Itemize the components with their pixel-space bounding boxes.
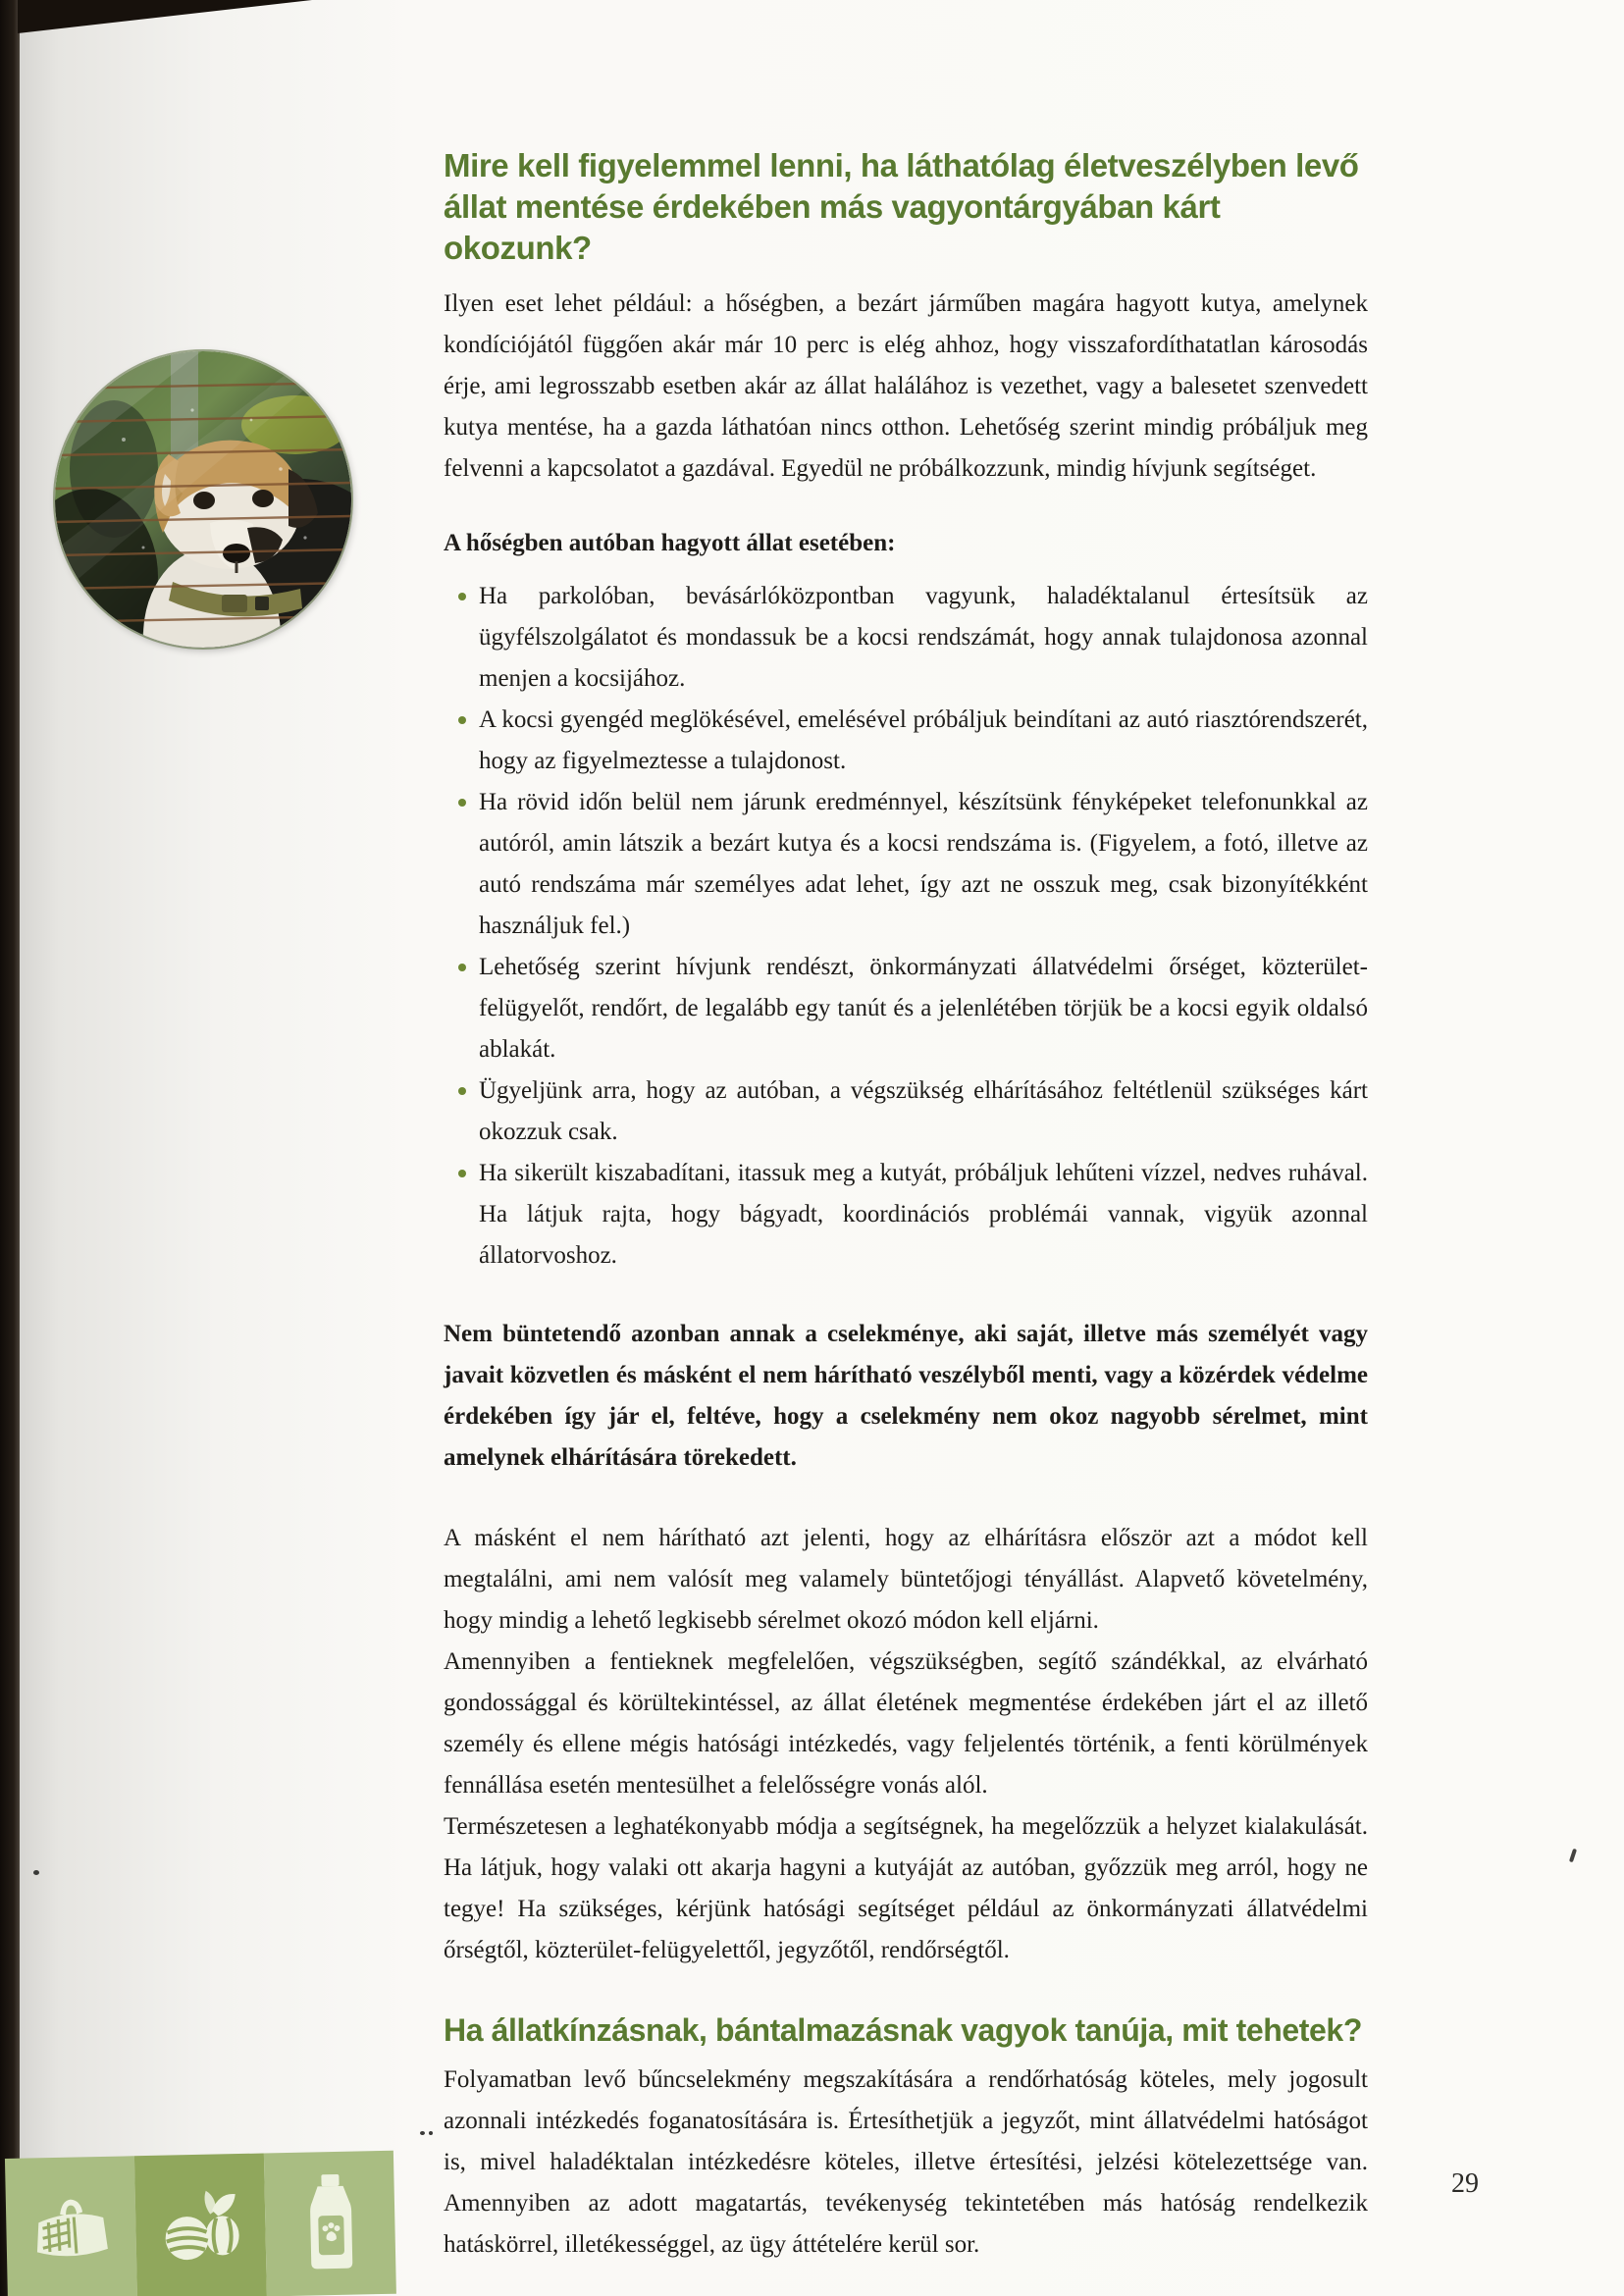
- subheading-dog-in-hot-car: A hőségben autóban hagyott állat esetében:: [444, 529, 896, 556]
- scan-artifact: [429, 2131, 433, 2135]
- book-binding-edge: [0, 0, 20, 2296]
- page-number: 29: [1451, 2168, 1479, 2199]
- list-item: A kocsi gyengéd meglökésével, emelésével próbáljuk beindítani az autó riasztórendszerét, hogy az figyelmeztesse a tulajdonost.: [479, 700, 1368, 782]
- section-heading-rescue-damage: Mire kell figyelemmel lenni, ha láthatólag életveszélyben levő állat mentése érdekében más vagyontárgyában kárt okozunk?: [444, 147, 1359, 267]
- list-item: Ha parkolóban, bevásárlóközpontban vagyunk, haladéktalanul értesítsük az ügyfélszolgálatot és mondassuk be a kocsi rendszámát, hogy annak tulajdonosa azonnal menjen a kocsijához.: [479, 576, 1368, 700]
- abuse-witness-paragraph: Folyamatban levő bűncselekmény megszakítására a rendőrhatóság köteles, mely jogosult azonnali intézkedés foganatosítására is. Értesíthetjük a jegyzőt, mint állatvédelmi hatóságot is, mivel haladéktalan intézkedésre köteles, illetve értesítési, jelzési kötelezettsége van. Amennyiben az adott magatartás, tevékenység tekintetében más hatóság rendelkezik hatáskörrel, illetékességgel, az ügy áttételére kerül sor.: [444, 2065, 1368, 2258]
- footer-icon-strip: [5, 2151, 396, 2296]
- main-text-column: [444, 145, 1368, 2266]
- paragraph: Természetesen a leghatékonyabb módja a segítségnek, ha megelőzzük a helyzet kialakulását. Ha látjuk, hogy valaki ott akarja hagyni a kutyáját az autóban, győzzük meg arról, hogy ne tegye! Ha szükséges, kérjünk hatósági segítséget például az önkormányzati állatvédelmi őrségtől, közterület-felügyelettől, jegyzőtől, rendőrségtől.: [444, 1812, 1368, 1963]
- pet-carrier-icon: [26, 2184, 117, 2274]
- scan-artifact: [1569, 1849, 1577, 1863]
- scan-artifact: [420, 2131, 425, 2135]
- explanation-paragraphs: [444, 1518, 1368, 1971]
- intro-paragraph: Ilyen eset lehet például: a hőségben, a bezárt járműben magára hagyott kutya, amelynek kondíciójától függően akár már 10 perc is elég ahhoz, hogy visszafordíthatatlan károsodás érje, ami legrosszabb esetben akár az állat halálához is vezethet, vagy a balesetet szenvedett kutya mentése, ha a gazda láthatóan nincs otthon. Lehetőség szerint mindig próbáljuk meg felvenni a kapcsolatot a gazdával. Egyedül ne próbálkozzunk, mindig hívjunk segítséget.: [444, 289, 1368, 482]
- paragraph: Amennyiben a fentieknek megfelelően, végszükségben, segítő szándékkal, az elvárható gondossággal és körültekintéssel, az állat életének megmentése érdekében járt el az illető személy és ellene mégis hatósági intézkedés, vagy feljelentés történik, a fenti körülmények fennállása esetén mentesülhet a felelősségre vonás alól.: [444, 1647, 1368, 1799]
- toy-balls-icon: [154, 2180, 246, 2272]
- footer-square: [5, 2156, 137, 2296]
- section-heading-witnessing-abuse: Ha állatkínzásnak, bántalmazásnak vagyok tanúja, mit tehetek?: [444, 2011, 1362, 2048]
- list-item: Ha rövid időn belül nem járunk eredménnyel, készítsünk fényképeket telefonunkkal az autóról, amin látszik a bezárt kutya és a kocsi rendszáma is. (Figyelem, a fotó, illetve az autó rendszáma már személyes adat lehet, így azt ne osszuk meg, csak bizonyítékként használjuk fel.): [479, 782, 1368, 947]
- law-exemption-note: Nem büntetendő azonban annak a cselekménye, aki saját, illetve más személyét vagy javait közvetlen és másként el nem hárítható veszélyből menti, vagy a közérdek védelme érdekében így jár el, feltéve, hogy a cselekmény nem okoz nagyobb sérelmet, mint amelynek elhárítására törekedett.: [444, 1320, 1368, 1471]
- scan-artifact: [33, 1870, 39, 1875]
- list-item: Ha sikerült kiszabadítani, itassuk meg a kutyát, próbáljuk lehűteni vízzel, nedves ruhával. Ha látjuk rajta, hogy bágyadt, koordinációs problémái vannak, vigyük azonnal állatorvoshoz.: [479, 1153, 1368, 1277]
- advice-bullet-list: [444, 576, 1368, 1277]
- pet-shampoo-bottle-icon: [288, 2171, 372, 2275]
- list-item: Ügyeljünk arra, hogy az autóban, a végszükség elhárításához feltétlenül szükséges kárt okozzuk csak.: [479, 1070, 1368, 1153]
- list-item: Lehetőség szerint hívjunk rendészt, önkormányzati állatvédelmi őrséget, közterület-felügyelőt, rendőrt, de legalább egy tanút és a jelenlétében törjük be a kocsi egyik oldalsó ablakát.: [479, 947, 1368, 1070]
- paragraph: A másként el nem hárítható azt jelenti, hogy az elhárításra először azt a módot kell megtalálni, ami nem valósít meg valamely büntetőjogi tényállást. Alapvető követelmény, hogy mindig a lehető legkisebb sérelmet okozó módon kell eljárni.: [444, 1524, 1368, 1634]
- footer-square: [264, 2151, 396, 2296]
- footer-square: [134, 2154, 267, 2296]
- page-corner-shadow: [18, 0, 312, 33]
- dog-in-car-photo: [55, 351, 351, 648]
